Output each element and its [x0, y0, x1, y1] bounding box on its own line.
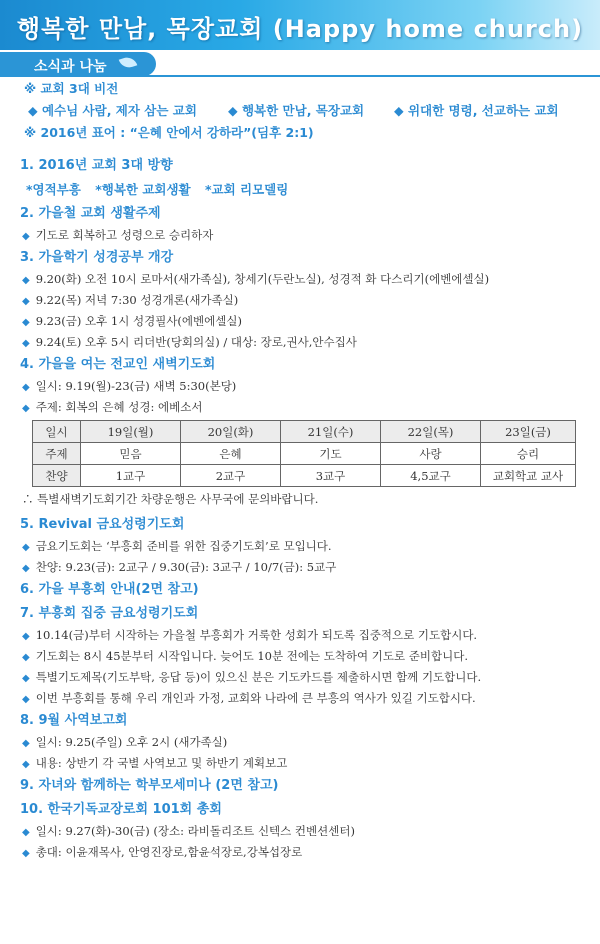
diamond-bullet-icon: ◆ [22, 631, 30, 642]
diamond-bullet-icon: ◆ [22, 542, 30, 553]
diamond-bullet-icon: ◆ [22, 275, 30, 286]
prayer-schedule-table [32, 420, 576, 487]
section-title: 1. 2016년 교회 3대 방향 [20, 158, 173, 173]
list-item: ◆ 9.20(화) 오전 10시 로마서(새가족실), 창세기(두란노실), 성경적 화 다스리기(에벤에셀실) [22, 272, 490, 286]
list-item: ◆ 금요기도회는 ‘부흥회 준비를 위한 집중기도회’로 모입니다. [22, 539, 332, 553]
vision-items [0, 100, 600, 122]
table-row [33, 465, 576, 487]
table-cell: 기도 [281, 443, 381, 465]
vision-heading: ※ 교회 3대 비전 [24, 81, 119, 96]
list-item: ◆ 주제: 회복의 은혜 성경: 에베소서 [22, 400, 203, 414]
table-header-row [33, 421, 576, 443]
table-cell: 주제 [33, 443, 81, 465]
list-item: ◆ 기도로 회복하고 성령으로 승리하자 [22, 228, 214, 242]
table-header-cell: 23일(금) [481, 421, 576, 443]
section-title: 2. 가을철 교회 생활주제 [20, 206, 161, 221]
table-cell: 승리 [481, 443, 576, 465]
banner-title: 행복한 만남, 목장교회 (Happy home church) [16, 15, 584, 43]
diamond-bullet-icon: ◆ [22, 382, 30, 393]
diamond-bullet-icon: ◆ [22, 563, 30, 574]
diamond-bullet-icon: ◆ [22, 652, 30, 663]
diamond-bullet-icon: ◆ [22, 738, 30, 749]
category: *교회 리모델링 [204, 182, 289, 197]
list-item: ◆ 총대: 이윤재목사, 안영진장로,함윤석장로,강복섭장로 [22, 845, 303, 859]
section-title: 8. 9월 사역보고회 [20, 713, 128, 728]
table-header-cell: 일시 [33, 421, 81, 443]
diamond-bullet-icon: ◆ [22, 403, 30, 414]
diamond-bullet-icon: ◆ [22, 827, 30, 838]
diamond-bullet-icon: ◆ [22, 848, 30, 859]
diamond-bullet-icon: ◆ [22, 338, 30, 349]
leaf-icon [119, 55, 138, 70]
diamond-bullet-icon: ◆ [22, 673, 30, 684]
list-item: ◆ 일시: 9.25(주일) 오후 2시 (새가족실) [22, 735, 228, 749]
list-item: ◆ 9.24(토) 오후 5시 리더반(당회의실) / 대상: 장로,권사,안수집사 [22, 335, 357, 349]
tab-label: 소식과 나눔 [34, 59, 107, 75]
section-title: 6. 가을 부흥회 안내(2면 참고) [20, 582, 199, 597]
list-item: ◆ 내용: 상반기 각 국별 사역보고 및 하반기 계획보고 [22, 756, 288, 770]
table-cell: 2교구 [181, 465, 281, 487]
table-cell: 1교구 [81, 465, 181, 487]
table-cell: 사랑 [381, 443, 481, 465]
vision-item: ◆ 위대한 명령, 선교하는 교회 [394, 103, 559, 118]
diamond-bullet-icon: ◆ [22, 759, 30, 770]
list-item: ◆ 특별기도제목(기도부탁, 응답 등)이 있으신 분은 기도카드를 제출하시면 함께 기도합니다. [22, 670, 482, 684]
section-title: 5. Revival 금요성령기도회 [20, 517, 185, 532]
year-motto: ※ 2016년 표어 : “은혜 안에서 강하라”(딤후 2:1) [24, 125, 314, 140]
diamond-bullet-icon: ◆ [22, 231, 30, 242]
table-header-cell: 19일(월) [81, 421, 181, 443]
news-content [0, 78, 600, 865]
direction-categories [26, 180, 600, 200]
tab-underline [0, 75, 600, 77]
table-cell: 찬양 [33, 465, 81, 487]
list-item: ◆ 10.14(금)부터 시작하는 가을철 부흥회가 거룩한 성회가 되도록 집중적으로 기도합시다. [22, 628, 478, 642]
list-item: ◆ 이번 부흥회를 통해 우리 개인과 가정, 교회와 나라에 큰 부흥의 역사가 있길 기도합시다. [22, 691, 476, 705]
vision-item: ◆ 예수님 사람, 제자 삼는 교회 [28, 103, 197, 118]
section-title: 7. 부흥회 집중 금요성령기도회 [20, 606, 199, 621]
list-item: ◆ 찬양: 9.23(금): 2교구 / 9.30(금): 3교구 / 10/7(금): 5교구 [22, 560, 337, 574]
section-title: 3. 가을학기 성경공부 개강 [20, 250, 174, 265]
table-header-cell: 21일(수) [281, 421, 381, 443]
diamond-bullet-icon: ◆ [22, 296, 30, 307]
schedule-note: ∴ 특별새벽기도회기간 차량운행은 사무국에 문의바랍니다. [22, 492, 319, 506]
table-cell: 은혜 [181, 443, 281, 465]
category: *행복한 교회생활 [95, 182, 191, 197]
table-cell: 교회학교 교사 [481, 465, 576, 487]
table-row [33, 443, 576, 465]
diamond-bullet-icon: ◆ [22, 317, 30, 328]
category: *영적부흥 [26, 182, 81, 197]
table-header-cell: 22일(목) [381, 421, 481, 443]
section-title: 9. 자녀와 함께하는 학부모세미나 (2면 참고) [20, 778, 279, 793]
diamond-bullet-icon: ◆ [22, 694, 30, 705]
header-banner [0, 0, 600, 50]
section-tab [0, 52, 156, 76]
list-item: ◆ 9.22(목) 저녁 7:30 성경개론(새가족실) [22, 293, 239, 307]
table-cell: 3교구 [281, 465, 381, 487]
list-item: ◆ 일시: 9.27(화)-30(금) (장소: 라비돌리조트 신텍스 컨벤션센터) [22, 824, 355, 838]
vision-item: ◆ 행복한 만남, 목장교회 [228, 103, 365, 118]
section-title: 10. 한국기독교장로회 101회 총회 [20, 802, 222, 817]
table-cell: 믿음 [81, 443, 181, 465]
list-item: ◆ 기도회는 8시 45분부터 시작입니다. 늦어도 10분 전에는 도착하여 기도로 준비합니다. [22, 649, 468, 663]
list-item: ◆ 9.23(금) 오후 1시 성경필사(에벤에셀실) [22, 314, 242, 328]
table-header-cell: 20일(화) [181, 421, 281, 443]
list-item: ◆ 일시: 9.19(월)-23(금) 새벽 5:30(본당) [22, 379, 237, 393]
section-title: 4. 가을을 여는 전교인 새벽기도회 [20, 357, 216, 372]
table-cell: 4,5교구 [381, 465, 481, 487]
